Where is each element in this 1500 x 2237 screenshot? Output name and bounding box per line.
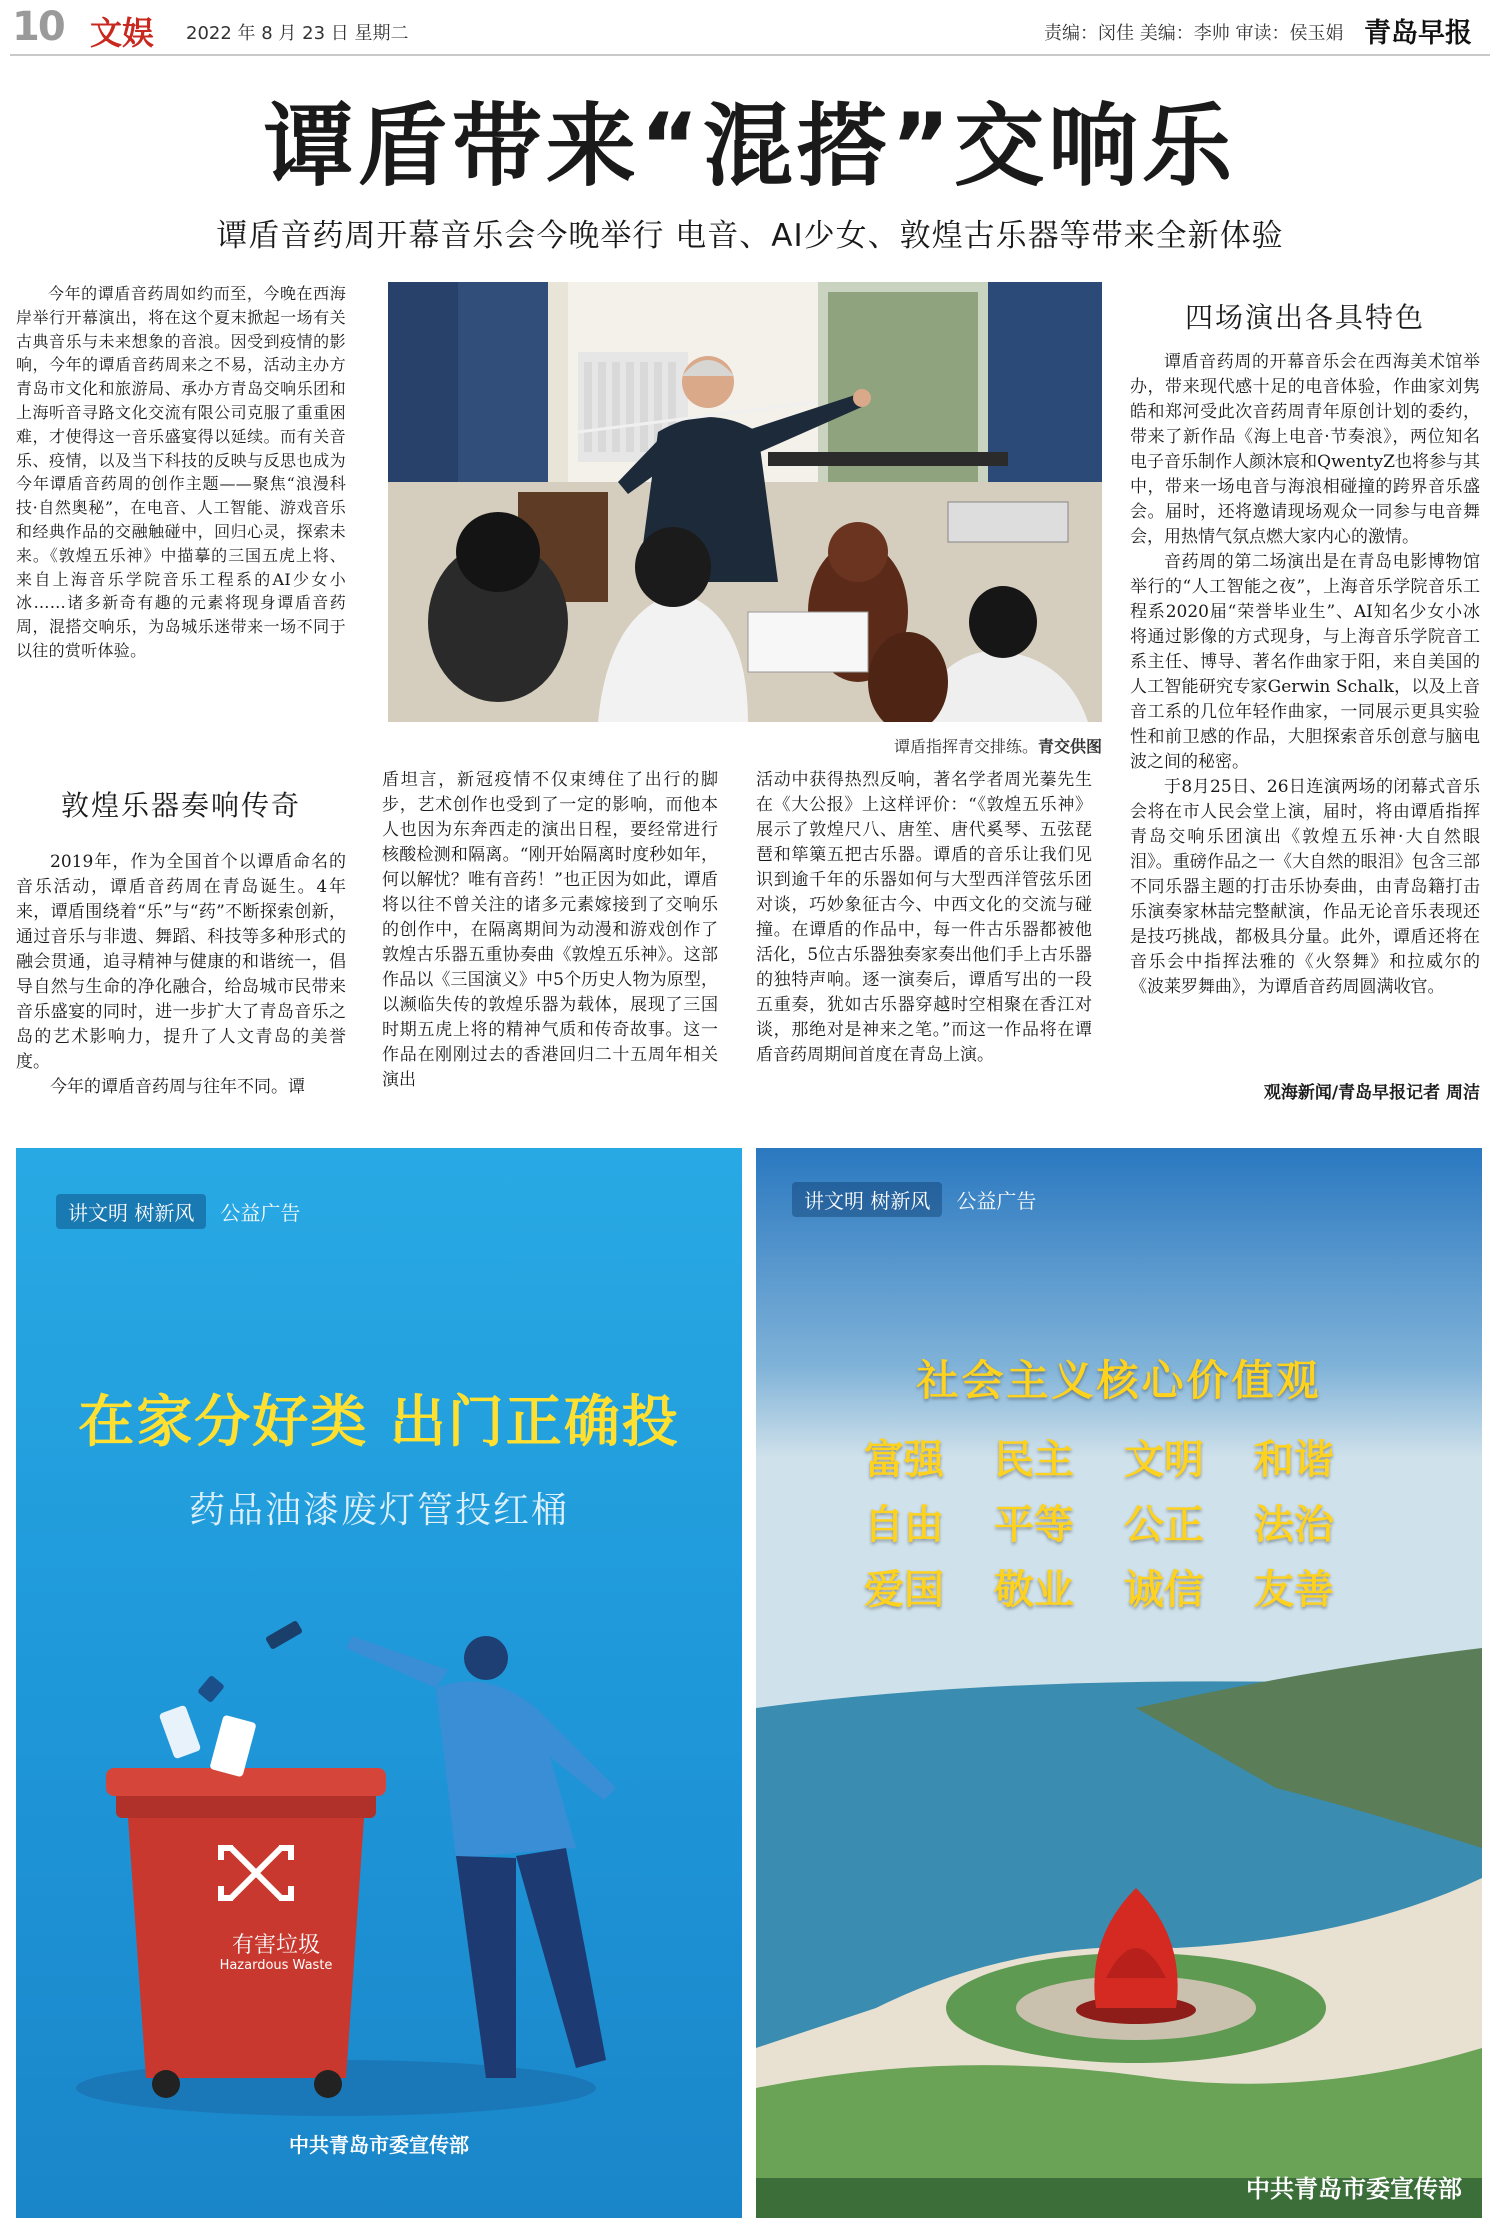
- person-figure: [346, 1636, 616, 2078]
- core-value: 平等: [994, 1502, 1074, 1548]
- core-value: 民主: [994, 1437, 1074, 1483]
- ad-garbage-sorting: [16, 1148, 742, 2218]
- bin-label-cn: 有害垃圾: [231, 1933, 320, 1958]
- subhead-four-shows: 四场演出各具特色: [1184, 301, 1425, 334]
- ad-core-values: [756, 1148, 1482, 2218]
- medicine-bottle-icon: [159, 1620, 303, 1778]
- article-intro: [16, 282, 346, 663]
- core-value: 诚信: [1124, 1567, 1204, 1613]
- dunhuang-paragraph-2: 今年的谭盾音药周与往年不同。谭: [50, 1077, 305, 1097]
- subhead-dunhuang: 敦煌乐器奏响传奇: [60, 789, 301, 822]
- photo-credit: 青交供图: [1037, 737, 1102, 756]
- core-value: 和谐: [1254, 1437, 1334, 1483]
- column-2-text: 盾坦言，新冠疫情不仅束缚住了出行的脚步，艺术创作也受到了一定的影响，而他本人也因为东奔西走的演出日程，要经常进行核酸检测和隔离。“刚开始隔离时度秒如年，何以解忧？唯有音药！”也正因为如此，谭盾将以往不曾关注的诸多元素嫁接到了交响乐的创作中，在隔离期间为动漫和游戏创作了敦煌古乐器五重协奏曲《敦煌五乐神》。这部作品以《三国演义》中5个历史人物为原型，以濒临失传的敦煌乐器为载体，展现了三国时期五虎上将的精神气质和传奇故事。这一作品在刚刚过去的香港回归二十五周年相关演出: [382, 770, 718, 1090]
- photo-caption: [388, 734, 1102, 757]
- page-number: 10: [12, 4, 64, 50]
- core-value: 公正: [1124, 1502, 1204, 1548]
- ad-tag-label: 公益广告: [956, 1188, 1037, 1213]
- ad-illustration: [16, 1148, 742, 2218]
- article-column-4: [1130, 350, 1480, 1000]
- core-value: 爱国: [864, 1567, 944, 1613]
- article-column-2: [382, 768, 718, 1093]
- column-3-text: 活动中获得热烈反响，著名学者周光蓁先生在《大公报》上这样评价：“《敦煌五乐神》展示了敦煌尺八、唐笙、唐代奚琴、五弦琵琶和筚篥五把古乐器。谭盾的音乐让我们见识到逾千年的乐器如何与大型西洋管弦乐团对谈，巧妙象征古今、中西文化的交流与碰撞。在谭盾的作品中，每一件古乐器都被他活化，5位古乐器独奏家奏出他们手上古乐器的独特声响。逐一演奏后，谭盾写出的一段五重奏，犹如古乐器穿越时空相聚在香江对谈，那绝对是神来之笔。”而这一作品将在谭盾音药周期间首度在青岛上演。: [756, 770, 1092, 1065]
- four-paragraph-2: 音药周的第二场演出是在青岛电影博物馆举行的“人工智能之夜”，上海音乐学院音乐工程系2020届“荣誉毕业生”、AI知名少女小冰将通过影像的方式现身，与上海音乐学院音工系主任、博导、著名作曲家于阳，来自美国的人工智能研究专家Gerwin Schalk，以及上音音工系的几位年轻作曲家，一同展示更具实验性和前卫感的作品，大胆探索音乐创意与脑电波之间的秘密。: [1130, 552, 1480, 772]
- editor-credits: 责编：闵佳 美编：李帅 审读：侯玉娟: [1044, 23, 1344, 44]
- ad-sponsor: 中共青岛市委宣传部: [289, 2133, 469, 2157]
- four-paragraph-1: 谭盾音药周的开幕音乐会在西海美术馆举办，带来现代感十足的电音体验，作曲家刘隽皓和郑河受此次音药周青年原创计划的委约，带来了新作品《海上电音·节奏浪》，两位知名电子音乐制作人颜沐宸和QwentyZ也将参与其中，带来一场电音与海浪相碰撞的跨界音乐盛会。届时，还将邀请现场观众一同参与电音舞会，用热情气氛点燃大家内心的激情。: [1130, 352, 1480, 547]
- masthead: [0, 0, 1500, 56]
- article-column-3: [756, 768, 1092, 1068]
- issue-date: 2022 年 8 月 23 日 星期二: [186, 23, 409, 44]
- article-column-1: [16, 850, 346, 1100]
- ad-tag-pill: 讲文明 树新风: [56, 1194, 206, 1229]
- article-headline: 谭盾带来“混搭”交响乐: [263, 94, 1237, 199]
- core-value: 富强: [864, 1437, 944, 1483]
- article-subheadline: 谭盾音药周开幕音乐会今晚举行 电音、AI少女、敦煌古乐器等带来全新体验: [216, 218, 1284, 254]
- core-value: 法治: [1254, 1502, 1334, 1548]
- dunhuang-paragraph-1: 2019年，作为全国首个以谭盾命名的音乐活动，谭盾音药周在青岛诞生。4年来，谭盾围绕着“乐”与“药”不断探索创新，通过音乐与非遗、舞蹈、科技等多种形式的融会贯通，追寻精神与健康的和谐统一，倡导自然与生命的净化融合，给岛城市民带来音乐盛宴的同时，进一步扩大了青岛音乐之岛的艺术影响力，提升了人文青岛的美誉度。: [16, 852, 346, 1072]
- ad-title: 在家分好类 出门正确投: [78, 1390, 680, 1455]
- section-name: 文娱: [90, 14, 155, 52]
- photo-caption-text: 谭盾指挥青交排练。: [893, 737, 1038, 756]
- newspaper-name: 青岛早报: [1364, 18, 1472, 49]
- ad-tag-pill: 讲文明 树新风: [792, 1182, 942, 1217]
- ad-tagline: [792, 1180, 1036, 1218]
- intro-paragraph: 今年的谭盾音药周如约而至，今晚在西海岸举行开幕演出，将在这个夏末掀起一场有关古典音乐与未来想象的音浪。因受到疫情的影响，今年的谭盾音药周来之不易，活动主办方青岛市文化和旅游局、承办方青岛交响乐团和上海听音寻路文化交流有限公司克服了重重困难，才使得这一音乐盛宴得以延续。而有关音乐、疫情，以及当下科技的反映与反思也成为今年谭盾音药周的创作主题——聚焦“浪漫科技·自然奥秘”，在电音、人工智能、游戏音乐和经典作品的交融触碰中，回归心灵，探索未来。《敦煌五乐神》中描摹的三国五虎上将、来自上海音乐学院音乐工程系的AI少女小冰……诸多新奇有趣的元素将现身谭盾音药周，混搭交响乐，为岛城乐迷带来一场不同于以往的赏听体验。: [16, 284, 346, 660]
- qingdao-coastline-image: [756, 1148, 1482, 2218]
- masthead-divider: [10, 54, 1490, 56]
- core-value: 自由: [864, 1502, 944, 1548]
- article-byline: 观海新闻/青岛早报记者 周洁: [1263, 1083, 1480, 1103]
- conductor-photo: [388, 282, 1102, 722]
- ad-sponsor: 中共青岛市委宣传部: [1246, 2175, 1462, 2203]
- four-paragraph-3: 于8月25日、26日连演两场的闭幕式音乐会将在市人民会堂上演，届时，将由谭盾指挥青岛交响乐团演出《敦煌五乐神·大自然眼泪》。重磅作品之一《大自然的眼泪》包含三部不同乐器主题的打击乐协奏曲，由青岛籍打击乐演奏家林喆完整献演，作品无论音乐表现还是技巧挑战，都极具分量。此外，谭盾还将在音乐会中指挥法雅的《火祭舞》和拉威尔的《波莱罗舞曲》，为谭盾音药周圆满收官。: [1130, 777, 1480, 997]
- bin-label-en: Hazardous Waste: [219, 1958, 333, 1973]
- core-value: 文明: [1124, 1437, 1204, 1483]
- core-values-grid: [864, 1428, 1384, 1615]
- conductor-rehearsal-image: [388, 282, 1102, 722]
- ad-tag-label: 公益广告: [220, 1200, 301, 1225]
- core-value: 敬业: [994, 1567, 1074, 1613]
- ad-subtitle: 药品油漆废灯管投红桶: [188, 1490, 569, 1531]
- core-value: 友善: [1254, 1567, 1334, 1613]
- ad-title: 社会主义核心价值观: [916, 1356, 1322, 1405]
